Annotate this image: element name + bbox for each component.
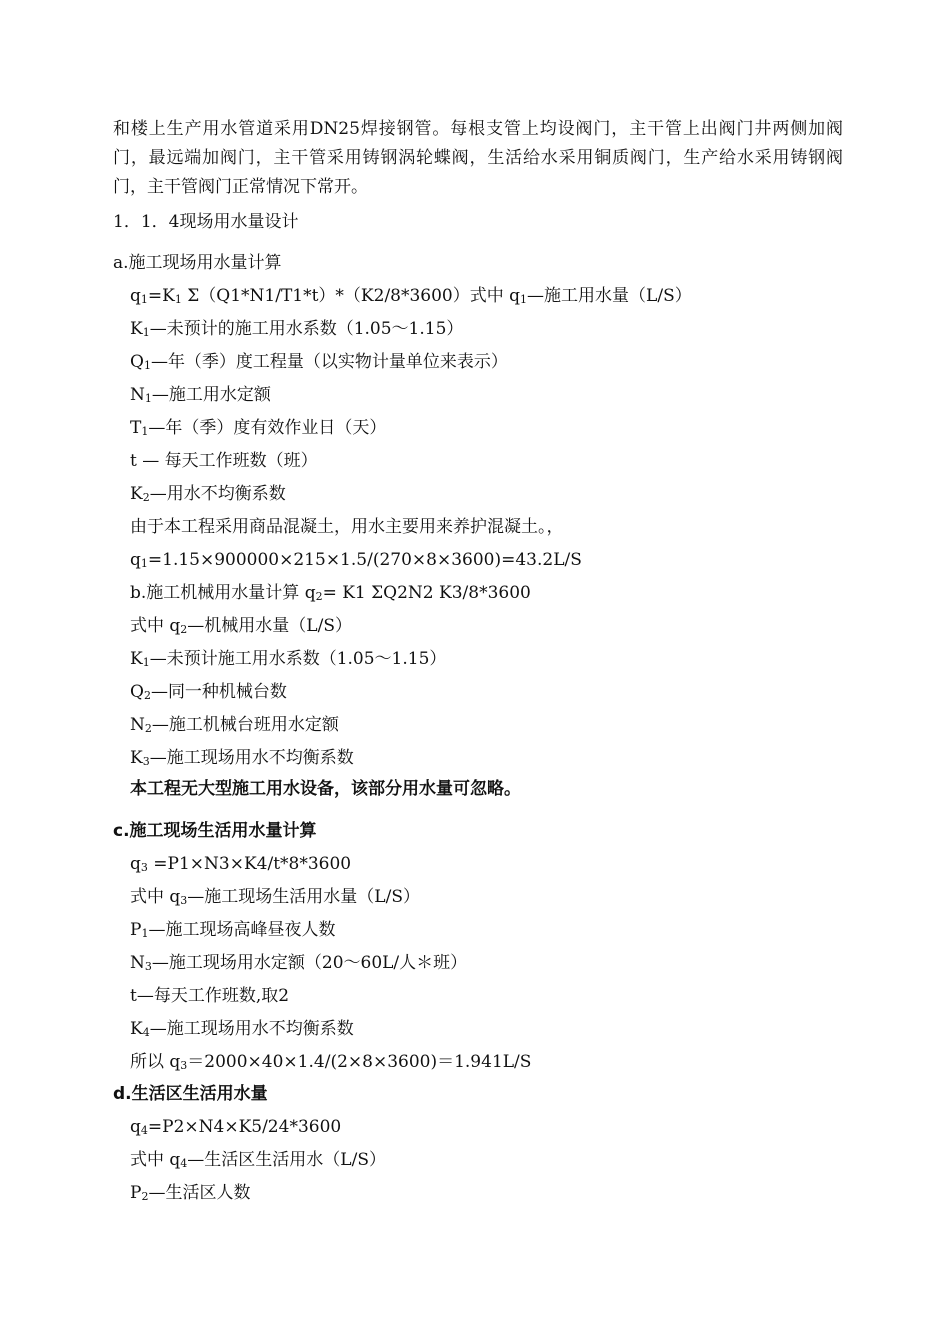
section-a-t: t — 每天工作班数（班） [130,451,318,471]
section-b-where: 式中 $q_2—$机械用水量（L/S） [130,616,352,636]
section-b-k3: $K_3—$施工现场用水不均衡系数 [130,748,354,768]
section-a-result: $q_1=1.15\times 900000\times 215\times 1.5/(270\times 8\times 3600)=43.2L/S$ [130,550,582,570]
section-d-where: 式中 $q_4—$生活区生活用水（L/S） [130,1150,386,1170]
section-c-k4: $K_4—$施工现场用水不均衡系数 [130,1019,354,1039]
section-b-k1: $K_1—$未预计施工用水系数（1.05～1.15） [130,649,447,669]
section-b-n2: $N_2—$施工机械台班用水定额 [130,715,339,735]
section-a-note: 由于本工程采用商品混凝土，用水主要用来养护混凝土。， [130,517,564,537]
section-c-n3: $N_3—$施工现场用水定额（20～60L/人＊班） [130,953,468,973]
section-d-title: d.生活区生活用水量 [113,1084,268,1104]
intro-paragraph: 和楼上生产用水管道采用DN25焊接钢管。每根支管上均设阀门，主干管上出阀门井两侧加阀门，最远端加阀门，主干管采用铸钢涡轮蝶阀，生活给水采用铜质阀门，生产给水采用铸钢阀门，主干管阀门正常情况下常开。 [113,119,843,197]
section-heading: 1．1．4现场用水量设计 [113,212,299,232]
section-c-result: 所以 $q_3=2000\times 40\times 1.4/(2\times 8\times 3600)=1.941L/S$ [130,1052,532,1072]
section-c-t: t—每天工作班数,取2 [130,986,290,1006]
section-a-title: a.施工现场用水量计算 [113,253,282,273]
section-a-n1: $N_1—$施工用水定额 [130,385,271,405]
section-d-p2: $P_2—$生活区人数 [130,1183,251,1203]
section-c-formula: $q_3 =P1\times N3\times K4/t*8*3600$ [130,854,352,874]
section-c-title: c.施工现场生活用水量计算 [113,821,317,841]
section-c-where: 式中 $q_3—$施工现场生活用水量（L/S） [130,887,420,907]
section-a-k2: $K_2—$用水不均衡系数 [130,484,286,504]
section-a-t1: $T_1—$年（季）度有效作业日（天） [130,418,387,438]
section-c-p1: $P_1—$施工现场高峰昼夜人数 [130,920,336,940]
section-b-q2: $Q_2—$同一种机械台数 [130,682,287,702]
section-d-formula: $q_4=P2\times N4\times K5/24*3600$ [130,1117,342,1137]
section-b-title: b.施工机械用水量计算 $q_2= K1$ ΣQ2N2 K3/8*3600 [130,583,531,603]
section-a-q1: $Q_1—$年（季）度工程量（以实物计量单位来表示） [130,352,508,372]
section-a-k1: $K_1—$未预计的施工用水系数（1.05～1.15） [130,319,464,339]
section-b-conclusion: 本工程无大型施工用水设备，该部分用水量可忽略。 [130,779,521,799]
section-a-formula: $q_1=K_1$ Σ（Q1*N1/T1*t）*（K2/8*3600）式中 $q_1—$施工用水量（L/S） [130,286,692,306]
